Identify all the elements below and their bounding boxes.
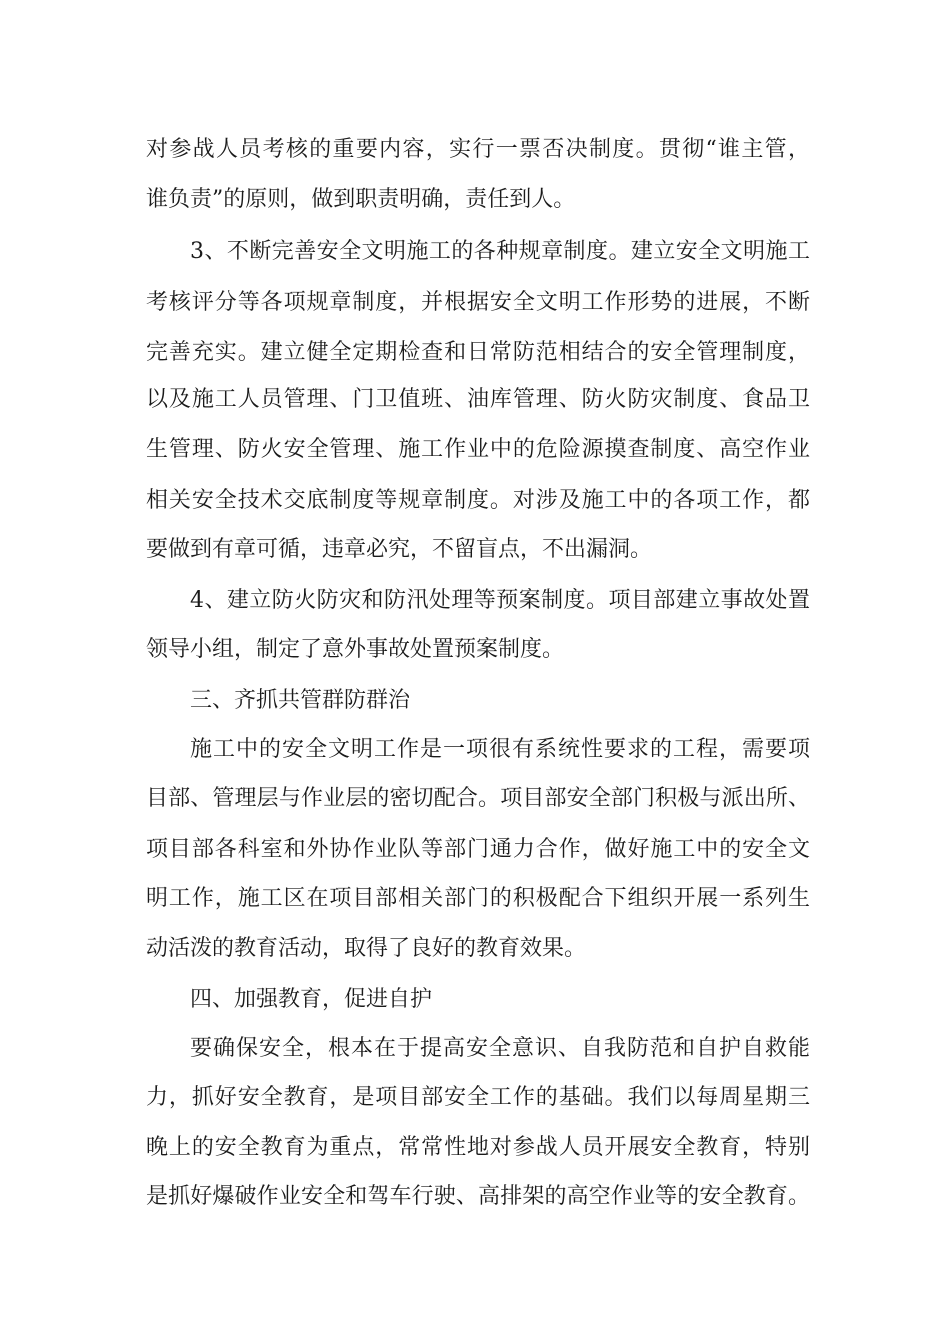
text-line: 目部、管理层与作业层的密切配合。项目部安全部门积极与派出所、 xyxy=(146,786,810,811)
text-line: 完善充实。建立健全定期检查和日常防范相结合的安全管理制度， xyxy=(146,340,810,365)
paragraph-first-line: 要确保安全，根本在于提高安全意识、自我防范和自护自救能 xyxy=(190,1036,810,1061)
paragraph-first-line: 4、建立防火防灾和防汛处理等预案制度。项目部建立事故处置 xyxy=(190,588,810,613)
text-line: 动活泼的教育活动，取得了良好的教育效果。 xyxy=(146,936,587,961)
text-line: 生管理、防火安全管理、施工作业中的危险源摸查制度、高空作业 xyxy=(146,437,810,462)
text-line: 考核评分等各项规章制度，并根据安全文明工作形势的进展，不断 xyxy=(146,290,810,315)
text-line: 力，抓好安全教育，是项目部安全工作的基础。我们以每周星期三 xyxy=(146,1085,810,1110)
text-line: 明工作，施工区在项目部相关部门的积极配合下组织开展一系列生 xyxy=(146,886,810,911)
paragraph-first-line: 3、不断完善安全文明施工的各种规章制度。建立安全文明施工 xyxy=(190,239,810,264)
text-line: 对参战人员考核的重要内容，实行一票否决制度。贯彻“谁主管， xyxy=(146,137,810,162)
paragraph-first-line: 施工中的安全文明工作是一项很有系统性要求的工程，需要项 xyxy=(190,737,810,762)
text-line: 晚上的安全教育为重点，常常性地对参战人员开展安全教育，特别 xyxy=(146,1135,810,1160)
text-line: 是抓好爆破作业安全和驾车行驶、高排架的高空作业等的安全教育。 xyxy=(146,1184,810,1209)
section-heading: 三、齐抓共管群防群治 xyxy=(190,688,411,713)
text-line: 要做到有章可循，违章必究，不留盲点，不出漏洞。 xyxy=(146,537,653,562)
text-line: 领导小组，制定了意外事故处置预案制度。 xyxy=(146,637,565,662)
text-line: 相关安全技术交底制度等规章制度。对涉及施工中的各项工作，都 xyxy=(146,488,810,513)
section-heading: 四、加强教育，促进自护 xyxy=(190,987,433,1012)
text-line: 项目部各科室和外协作业队等部门通力合作，做好施工中的安全文 xyxy=(146,837,810,862)
text-line: 谁负责”的原则，做到职责明确，责任到人。 xyxy=(146,187,576,212)
text-line: 以及施工人员管理、门卫值班、油库管理、防火防灾制度、食品卫 xyxy=(146,387,810,412)
